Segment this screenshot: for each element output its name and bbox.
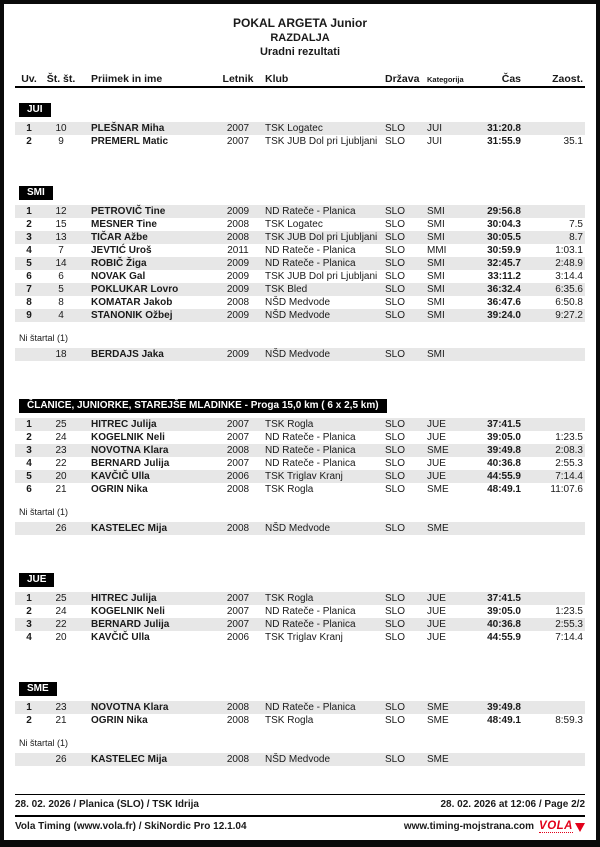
nation-cell: SLO — [385, 219, 406, 230]
club-cell: ND Rateče - Planica — [265, 606, 356, 617]
year-cell: 2009 — [226, 310, 250, 321]
bib-cell: 24 — [55, 432, 67, 443]
club-cell: TSK JUB Dol pri Ljubljani — [265, 136, 378, 147]
result-row — [15, 122, 585, 135]
club-cell: ND Rateče - Planica — [265, 245, 356, 256]
gap-cell: 8:59.3 — [555, 715, 583, 726]
nation-cell: SLO — [385, 284, 406, 295]
year-cell: 2009 — [226, 349, 250, 360]
nation-cell: SLO — [385, 458, 406, 469]
club-cell: TSK Rogla — [265, 593, 314, 604]
category-cell: SMI — [427, 271, 445, 282]
nation-cell: SLO — [385, 271, 406, 282]
category-cell: SME — [427, 484, 449, 495]
name-cell: OGRIN Nika — [91, 484, 148, 495]
category-section — [15, 182, 585, 361]
time-cell: 33:11.2 — [487, 271, 521, 282]
year-cell: 2011 — [227, 245, 249, 256]
gap-cell: 2:55.3 — [555, 619, 583, 630]
rank-cell: 1 — [26, 206, 32, 217]
category-cell: SMI — [427, 284, 445, 295]
time-cell: 39:24.0 — [487, 310, 521, 321]
bib-cell: 9 — [58, 136, 64, 147]
year-cell: 2006 — [226, 632, 250, 643]
dns-block — [15, 333, 585, 361]
col-year: Letnik — [222, 73, 254, 85]
category-cell: SMI — [427, 206, 445, 217]
gap-cell: 6:50.8 — [555, 297, 583, 308]
club-cell: NŠD Medvode — [265, 310, 331, 321]
name-cell: KASTELEC Mija — [91, 754, 168, 765]
name-cell: KAVČIČ Ulla — [91, 471, 150, 482]
nation-cell: SLO — [385, 310, 406, 321]
result-row — [15, 470, 585, 483]
category-rows — [15, 592, 585, 644]
vola-triangle-icon — [575, 823, 585, 832]
time-cell: 37:41.5 — [487, 593, 521, 604]
rank-cell: 1 — [26, 123, 32, 134]
col-nation: Država — [385, 73, 420, 85]
category-section — [15, 678, 585, 766]
time-cell: 30:04.3 — [487, 219, 521, 230]
name-cell: ROBIČ Žiga — [91, 258, 147, 269]
category-cell: SMI — [427, 297, 445, 308]
name-cell: KASTELEC Mija — [91, 523, 168, 534]
rank-cell: 7 — [26, 284, 32, 295]
result-row — [15, 231, 585, 244]
result-row — [15, 418, 585, 431]
footer-divider-mid — [15, 815, 585, 817]
timing-software: Vola Timing (www.vola.fr) / SkiNordic Pro 12.1.04 — [15, 821, 247, 832]
result-row — [15, 244, 585, 257]
footer-row-2 — [15, 820, 585, 834]
category-label: SMI — [19, 186, 53, 200]
gap-cell: 2:48.9 — [555, 258, 583, 269]
vola-logo-text: VOLA — [539, 820, 573, 832]
result-row — [15, 431, 585, 444]
club-cell: TSK Bled — [265, 284, 308, 295]
category-rows — [15, 205, 585, 361]
bib-cell: 6 — [58, 271, 64, 282]
club-cell: NŠD Medvode — [265, 754, 331, 765]
result-row — [15, 348, 585, 361]
year-cell: 2007 — [226, 606, 250, 617]
name-cell: TIČAR Ažbe — [91, 232, 148, 243]
gap-cell: 6:35.6 — [555, 284, 583, 295]
category-label: JUI — [19, 103, 51, 117]
nation-cell: SLO — [385, 232, 406, 243]
time-cell: 40:36.8 — [487, 458, 521, 469]
club-cell: NŠD Medvode — [265, 523, 331, 534]
result-row — [15, 296, 585, 309]
nation-cell: SLO — [385, 484, 406, 495]
dns-label: Ni štartal (1) — [19, 507, 69, 517]
category-cell: SMI — [427, 219, 445, 230]
gap-cell: 7:14.4 — [555, 471, 583, 482]
nation-cell: SLO — [385, 702, 406, 713]
time-cell: 37:41.5 — [487, 419, 521, 430]
nation-cell: SLO — [385, 632, 406, 643]
name-cell: KOGELNIK Neli — [91, 432, 165, 443]
name-cell: KOMATAR Jakob — [91, 297, 173, 308]
nation-cell: SLO — [385, 754, 406, 765]
rank-cell: 1 — [26, 593, 32, 604]
bib-cell: 4 — [58, 310, 64, 321]
name-cell: HITREC Julija — [91, 593, 157, 604]
result-row — [15, 257, 585, 270]
name-cell: PETROVIČ Tine — [91, 206, 166, 217]
category-rows — [15, 701, 585, 766]
bib-cell: 25 — [55, 419, 67, 430]
col-bib: Št. št. — [46, 73, 76, 85]
name-cell: KOGELNIK Neli — [91, 606, 165, 617]
time-cell: 32:45.7 — [487, 258, 521, 269]
bib-cell: 15 — [55, 219, 67, 230]
year-cell: 2008 — [226, 484, 250, 495]
category-cell: SMI — [427, 349, 445, 360]
result-row — [15, 270, 585, 283]
year-cell: 2009 — [226, 271, 250, 282]
rank-cell: 2 — [26, 715, 32, 726]
category-section — [15, 395, 585, 535]
page-header — [15, 4, 585, 59]
col-name: Priimek in ime — [91, 73, 163, 85]
nation-cell: SLO — [385, 619, 406, 630]
nation-cell: SLO — [385, 258, 406, 269]
name-cell: NOVAK Gal — [91, 271, 146, 282]
nation-cell: SLO — [385, 445, 406, 456]
gap-cell: 7.5 — [569, 219, 583, 230]
name-cell: PREMERL Matic — [91, 136, 169, 147]
club-cell: ND Rateče - Planica — [265, 432, 356, 443]
year-cell: 2007 — [226, 123, 250, 134]
rank-cell: 2 — [26, 219, 32, 230]
rank-cell: 5 — [26, 258, 32, 269]
result-row — [15, 701, 585, 714]
result-row — [15, 218, 585, 231]
category-cell: JUE — [427, 593, 446, 604]
category-label: SME — [19, 682, 57, 696]
club-cell: TSK Rogla — [265, 419, 314, 430]
club-cell: NŠD Medvode — [265, 297, 331, 308]
gap-cell: 11:07.6 — [550, 484, 583, 495]
race-title: RAZDALJA — [270, 32, 330, 44]
nation-cell: SLO — [385, 523, 406, 534]
gap-cell: 1:23.5 — [555, 432, 583, 443]
year-cell: 2008 — [226, 232, 250, 243]
club-cell: TSK Rogla — [265, 484, 314, 495]
result-row — [15, 714, 585, 727]
club-cell: NŠD Medvode — [265, 349, 331, 360]
time-cell: 39:49.8 — [487, 702, 521, 713]
category-section — [15, 99, 585, 148]
rank-cell: 1 — [26, 702, 32, 713]
footer-row-1 — [15, 798, 585, 812]
year-cell: 2007 — [226, 419, 250, 430]
dns-block — [15, 738, 585, 766]
gap-cell: 9:27.2 — [555, 310, 583, 321]
bib-cell: 26 — [55, 523, 67, 534]
name-cell: HITREC Julija — [91, 419, 157, 430]
gap-cell: 2:08.3 — [555, 445, 583, 456]
time-cell: 44:55.9 — [487, 632, 521, 643]
year-cell: 2007 — [226, 432, 250, 443]
club-cell: TSK Triglav Kranj — [265, 471, 343, 482]
gap-cell: 8.7 — [569, 232, 583, 243]
year-cell: 2009 — [226, 258, 250, 269]
result-row — [15, 522, 585, 535]
club-cell: TSK Triglav Kranj — [265, 632, 343, 643]
gap-cell: 35.1 — [563, 136, 583, 147]
name-cell: OGRIN Nika — [91, 715, 148, 726]
time-cell: 39:49.8 — [487, 445, 521, 456]
rank-cell: 9 — [26, 310, 32, 321]
category-rows — [15, 418, 585, 535]
club-cell: ND Rateče - Planica — [265, 702, 356, 713]
year-cell: 2006 — [226, 471, 250, 482]
name-cell: POKLUKAR Lovro — [91, 284, 179, 295]
category-cell: JUI — [427, 123, 442, 134]
footer-divider-top — [15, 794, 585, 795]
rank-cell: 2 — [26, 606, 32, 617]
name-cell: BERNARD Julija — [91, 619, 170, 630]
category-cell: SMI — [427, 310, 445, 321]
result-row — [15, 135, 585, 148]
year-cell: 2009 — [226, 206, 250, 217]
result-row — [15, 483, 585, 496]
year-cell: 2008 — [226, 754, 250, 765]
rank-cell: 4 — [26, 245, 32, 256]
category-cell: SME — [427, 754, 449, 765]
category-cell: JUE — [427, 471, 446, 482]
gap-cell: 2:55.3 — [555, 458, 583, 469]
name-cell: NOVOTNA Klara — [91, 445, 169, 456]
result-row — [15, 309, 585, 322]
print-timestamp-page: 28. 02. 2026 at 12:06 / Page 2/2 — [440, 799, 585, 810]
year-cell: 2008 — [226, 523, 250, 534]
result-row — [15, 283, 585, 296]
col-category: Kategorija — [427, 75, 464, 84]
category-cell: SMI — [427, 232, 445, 243]
club-cell: TSK Logatec — [265, 219, 323, 230]
time-cell: 31:55.9 — [487, 136, 521, 147]
result-row — [15, 457, 585, 470]
club-cell: ND Rateče - Planica — [265, 258, 356, 269]
bib-cell: 12 — [55, 206, 67, 217]
category-cell: SMI — [427, 258, 445, 269]
time-cell: 40:36.8 — [487, 619, 521, 630]
year-cell: 2007 — [226, 619, 250, 630]
rank-cell: 1 — [26, 419, 32, 430]
category-cell: JUE — [427, 619, 446, 630]
bib-cell: 25 — [55, 593, 67, 604]
year-cell: 2008 — [226, 445, 250, 456]
rank-cell: 4 — [26, 458, 32, 469]
bib-cell: 23 — [55, 445, 67, 456]
rank-cell: 5 — [26, 471, 32, 482]
bib-cell: 7 — [58, 245, 64, 256]
bib-cell: 14 — [55, 258, 67, 269]
rank-cell: 2 — [26, 432, 32, 443]
category-cell: JUE — [427, 632, 446, 643]
year-cell: 2009 — [226, 284, 250, 295]
name-cell: NOVOTNA Klara — [91, 702, 169, 713]
column-header-row — [15, 71, 585, 88]
year-cell: 2007 — [226, 593, 250, 604]
gap-cell: 1:23.5 — [555, 606, 583, 617]
rank-cell: 8 — [26, 297, 32, 308]
category-cell: SME — [427, 715, 449, 726]
rank-cell: 3 — [26, 445, 32, 456]
nation-cell: SLO — [385, 297, 406, 308]
vola-logo — [539, 821, 585, 833]
name-cell: MESNER Tine — [91, 219, 157, 230]
page-footer — [15, 794, 585, 834]
time-cell: 30:59.9 — [487, 245, 521, 256]
event-title: POKAL ARGETA Junior — [232, 16, 367, 30]
name-cell: BERNARD Julija — [91, 458, 170, 469]
time-cell: 30:05.5 — [487, 232, 521, 243]
rank-cell: 3 — [26, 232, 32, 243]
rank-cell: 4 — [26, 632, 32, 643]
bib-cell: 5 — [58, 284, 64, 295]
year-cell: 2007 — [226, 458, 250, 469]
nation-cell: SLO — [385, 349, 406, 360]
nation-cell: SLO — [385, 471, 406, 482]
gap-cell: 3:14.4 — [555, 271, 583, 282]
bib-cell: 10 — [55, 123, 67, 134]
name-cell: JEVTIĆ Uroš — [91, 245, 152, 256]
timing-website: www.timing-mojstrana.com — [403, 821, 535, 832]
bib-cell: 13 — [55, 232, 67, 243]
club-cell: ND Rateče - Planica — [265, 206, 356, 217]
nation-cell: SLO — [385, 136, 406, 147]
club-cell: TSK JUB Dol pri Ljubljani — [265, 232, 378, 243]
results-subtitle: Uradni rezultati — [259, 46, 341, 58]
dns-label: Ni štartal (1) — [19, 333, 69, 343]
col-rank: Uv. — [21, 73, 37, 85]
results-sections — [15, 99, 585, 766]
club-cell: ND Rateče - Planica — [265, 458, 356, 469]
time-cell: 39:05.0 — [487, 606, 521, 617]
nation-cell: SLO — [385, 245, 406, 256]
year-cell: 2008 — [226, 219, 250, 230]
result-row — [15, 618, 585, 631]
gap-cell: 7:14.4 — [555, 632, 583, 643]
category-section — [15, 569, 585, 644]
club-cell: TSK Rogla — [265, 715, 314, 726]
bib-cell: 26 — [55, 754, 67, 765]
time-cell: 48:49.1 — [487, 484, 521, 495]
bib-cell: 21 — [55, 484, 67, 495]
club-cell: TSK Logatec — [265, 123, 323, 134]
nation-cell: SLO — [385, 593, 406, 604]
time-cell: 39:05.0 — [487, 432, 521, 443]
nation-cell: SLO — [385, 715, 406, 726]
bib-cell: 22 — [55, 458, 67, 469]
category-cell: SME — [427, 702, 449, 713]
bib-cell: 20 — [55, 632, 67, 643]
year-cell: 2008 — [226, 715, 250, 726]
category-cell: JUE — [427, 432, 446, 443]
club-cell: ND Rateče - Planica — [265, 445, 356, 456]
nation-cell: SLO — [385, 606, 406, 617]
nation-cell: SLO — [385, 432, 406, 443]
event-date-location: 28. 02. 2026 / Planica (SLO) / TSK Idrija — [15, 799, 199, 810]
year-cell: 2008 — [226, 702, 250, 713]
gap-cell: 1:03.1 — [555, 245, 583, 256]
name-cell: PLEŠNAR Miha — [91, 123, 165, 134]
time-cell: 36:32.4 — [487, 284, 521, 295]
time-cell: 44:55.9 — [487, 471, 521, 482]
dns-label: Ni štartal (1) — [19, 738, 69, 748]
col-gap: Zaost. — [552, 73, 583, 85]
nation-cell: SLO — [385, 123, 406, 134]
dns-block — [15, 507, 585, 535]
rank-cell: 3 — [26, 619, 32, 630]
result-row — [15, 753, 585, 766]
club-cell: ND Rateče - Planica — [265, 619, 356, 630]
bib-cell: 22 — [55, 619, 67, 630]
col-time: Čas — [501, 73, 521, 85]
name-cell: STANONIK Ožbej — [91, 310, 173, 321]
time-cell: 36:47.6 — [487, 297, 521, 308]
bib-cell: 23 — [55, 702, 67, 713]
year-cell: 2007 — [226, 136, 250, 147]
category-label: ČLANICE, JUNIORKE, STAREJŠE MLADINKE - Proga 15,0 km ( 6 x 2,5 km) — [19, 399, 387, 413]
name-cell: KAVČIČ Ulla — [91, 632, 150, 643]
name-cell: BERDAJS Jaka — [91, 349, 164, 360]
category-label: JUE — [19, 573, 54, 587]
category-rows — [15, 122, 585, 148]
category-cell: JUI — [427, 136, 442, 147]
bib-cell: 8 — [58, 297, 64, 308]
category-cell: SME — [427, 523, 449, 534]
bib-cell: 21 — [55, 715, 67, 726]
result-row — [15, 592, 585, 605]
category-cell: MMI — [427, 245, 447, 256]
result-row — [15, 605, 585, 618]
category-cell: SME — [427, 445, 449, 456]
result-row — [15, 631, 585, 644]
nation-cell: SLO — [385, 206, 406, 217]
col-club: Klub — [265, 73, 289, 85]
time-cell: 29:56.8 — [487, 206, 521, 217]
rank-cell: 6 — [26, 484, 32, 495]
rank-cell: 6 — [26, 271, 32, 282]
nation-cell: SLO — [385, 419, 406, 430]
time-cell: 31:20.8 — [487, 123, 521, 134]
club-cell: TSK JUB Dol pri Ljubljani — [265, 271, 378, 282]
category-cell: JUE — [427, 606, 446, 617]
category-cell: JUE — [427, 419, 446, 430]
result-row — [15, 205, 585, 218]
bib-cell: 24 — [55, 606, 67, 617]
bib-cell: 18 — [55, 349, 67, 360]
time-cell: 48:49.1 — [487, 715, 521, 726]
result-row — [15, 444, 585, 457]
year-cell: 2008 — [226, 297, 250, 308]
bib-cell: 20 — [55, 471, 67, 482]
category-cell: JUE — [427, 458, 446, 469]
rank-cell: 2 — [26, 136, 32, 147]
